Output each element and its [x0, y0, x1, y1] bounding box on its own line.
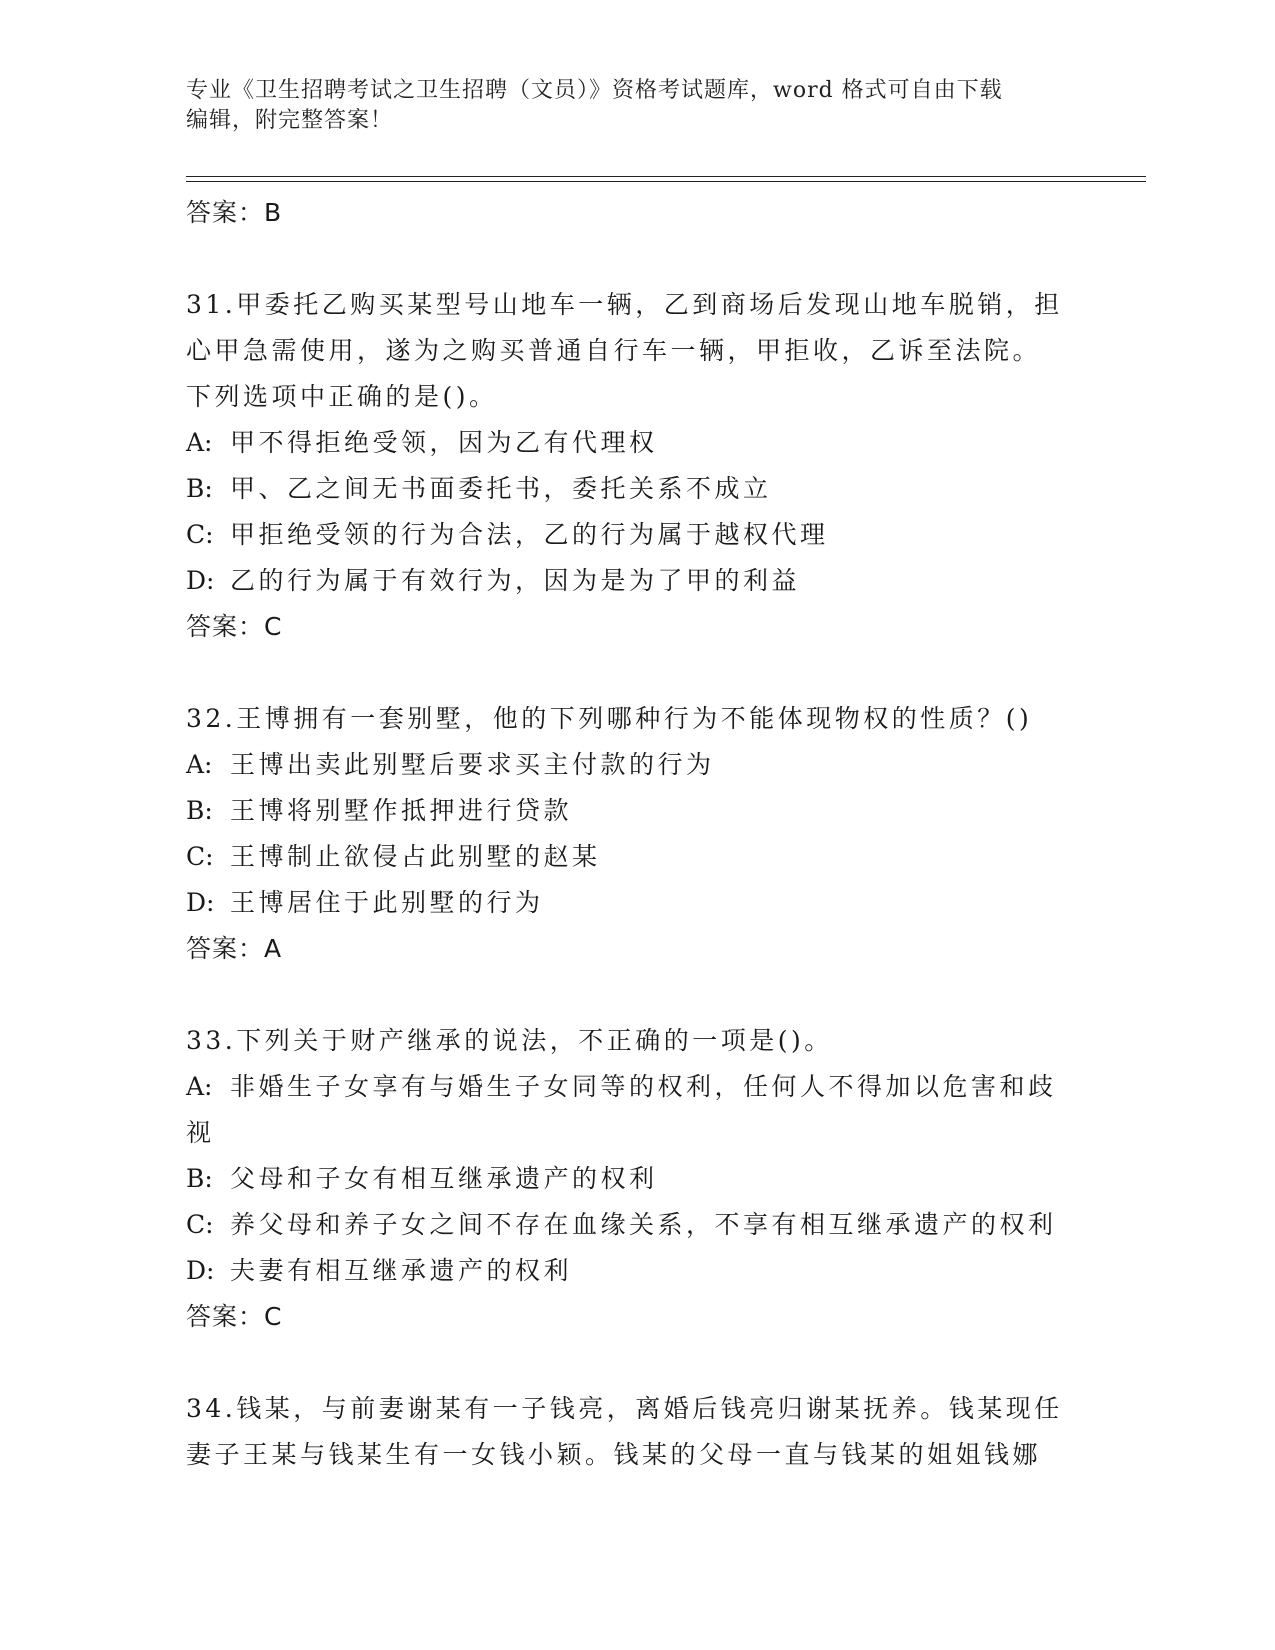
header-divider-top [186, 176, 1146, 177]
option-text: 养父母和养子女之间不存在血缘关系，不享有相互继承遗产的权利 [230, 1210, 1057, 1239]
question-text-line: 34.钱某，与前妻谢某有一子钱亮，离婚后钱亮归谢某抚养。钱某现任 [186, 1394, 1063, 1423]
question-31 [186, 282, 1106, 650]
document-header [186, 76, 1086, 136]
answer: 答案：C [186, 612, 283, 641]
option-d [186, 1248, 1106, 1294]
option-tag: A: [186, 750, 213, 779]
option-text: 乙的行为属于有效行为，因为是为了甲的利益 [230, 566, 801, 595]
question-text-line: 妻子王某与钱某生有一女钱小颖。钱某的父母一直与钱某的姐姐钱娜 [186, 1440, 1042, 1469]
option-d [186, 558, 1106, 604]
option-b [186, 466, 1106, 512]
option-b [186, 1156, 1106, 1202]
question-34 [186, 1386, 1106, 1478]
option-tag: A: [186, 1072, 213, 1101]
option-text: 王博制止欲侵占此别墅的赵某 [230, 842, 601, 871]
option-text: 王博将别墅作抵押进行贷款 [230, 796, 573, 825]
header-divider-bottom [186, 181, 1146, 182]
option-c [186, 834, 1106, 880]
question-text-line: 心甲急需使用，遂为之购买普通自行车一辆，甲拒收，乙诉至法院。 [186, 336, 1042, 365]
option-text: 父母和子女有相互继承遗产的权利 [230, 1164, 658, 1193]
option-tag: C: [186, 842, 214, 871]
option-tag: B: [186, 474, 213, 503]
option-a-continuation: 视 [186, 1118, 215, 1147]
option-text: 王博居住于此别墅的行为 [230, 888, 544, 917]
question-32 [186, 696, 1106, 972]
document-body [186, 190, 1106, 1478]
header-line-2: 编辑，附完整答案！ [186, 108, 394, 133]
option-c [186, 1202, 1106, 1248]
answer: 答案：C [186, 1302, 283, 1331]
option-text: 甲不得拒绝受领，因为乙有代理权 [230, 428, 658, 457]
option-text: 夫妻有相互继承遗产的权利 [230, 1256, 573, 1285]
question-text-line: 下列选项中正确的是()。 [186, 382, 498, 411]
option-tag: D: [186, 888, 215, 917]
question-text-line: 33.下列关于财产继承的说法，不正确的一项是()。 [186, 1026, 833, 1055]
option-tag: A: [186, 428, 213, 457]
question-text-line: 31.甲委托乙购买某型号山地车一辆，乙到商场后发现山地车脱销，担 [186, 290, 1063, 319]
option-tag: B: [186, 796, 213, 825]
option-tag: C: [186, 1210, 214, 1239]
option-tag: C: [186, 520, 214, 549]
option-d [186, 880, 1106, 926]
option-tag: B: [186, 1164, 213, 1193]
option-text: 王博出卖此别墅后要求买主付款的行为 [230, 750, 715, 779]
question-33 [186, 1018, 1106, 1340]
option-tag: D: [186, 566, 215, 595]
option-a [186, 742, 1106, 788]
option-text: 甲、乙之间无书面委托书，委托关系不成立 [230, 474, 772, 503]
option-text: 甲拒绝受领的行为合法，乙的行为属于越权代理 [230, 520, 829, 549]
option-a [186, 1064, 1106, 1110]
answer: 答案：A [186, 934, 283, 963]
previous-answer: 答案：B [186, 198, 283, 227]
option-c [186, 512, 1106, 558]
question-text-line: 32.王博拥有一套别墅，他的下列哪种行为不能体现物权的性质？() [186, 704, 1033, 733]
option-a [186, 420, 1106, 466]
header-line-1: 专业《卫生招聘考试之卫生招聘（文员）》资格考试题库，word 格式可自由下载 [186, 78, 1003, 103]
option-text: 非婚生子女享有与婚生子女同等的权利，任何人不得加以危害和歧 [230, 1072, 1057, 1101]
option-b [186, 788, 1106, 834]
option-tag: D: [186, 1256, 215, 1285]
